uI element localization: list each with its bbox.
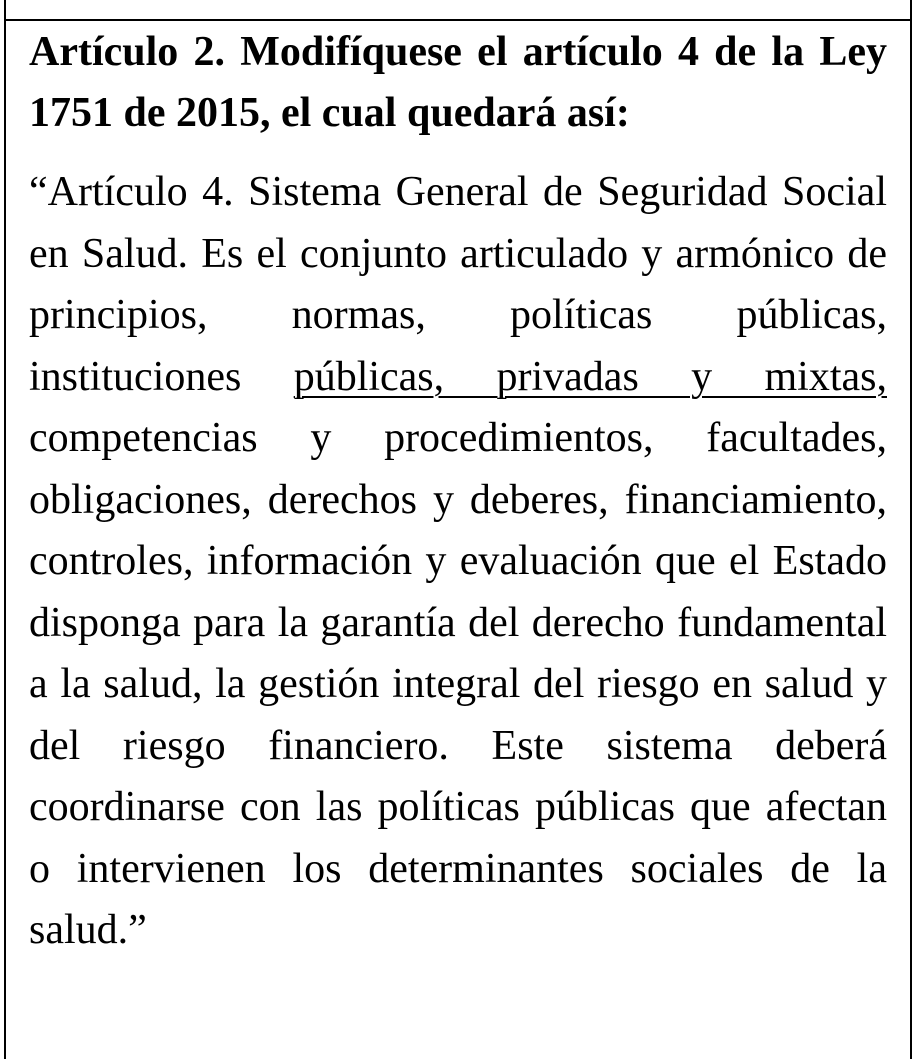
article-body-text-end: competencias y procedimientos, facultades, obligaciones, derechos y deberes, financiamiento, controles, información y evaluación que el Estado disponga para la garantía del derecho fundamental a la salud, la gestión integral del riesgo en salud y del riesgo financiero. Este sistema deberá coordinarse con las políticas públicas que afectan o intervienen los determinantes sociales de la salud.”	[29, 415, 887, 953]
article-content	[29, 22, 887, 962]
article-body-underlined-text: públicas, privadas y mixtas,	[293, 353, 887, 400]
article-heading: Artículo 2. Modifíquese el artículo 4 de la Ley 1751 de 2015, el cual quedará así:	[29, 29, 887, 136]
table-border-top-left	[4, 0, 6, 20]
article-body	[29, 162, 887, 962]
article-body-text-start: “Artículo 4. Sistema General de Seguridad Social en Salud. Es el conjunto articulado y armónico de principios, normas, políticas públicas, instituciones	[29, 169, 887, 400]
table-border-top-right	[910, 0, 912, 20]
